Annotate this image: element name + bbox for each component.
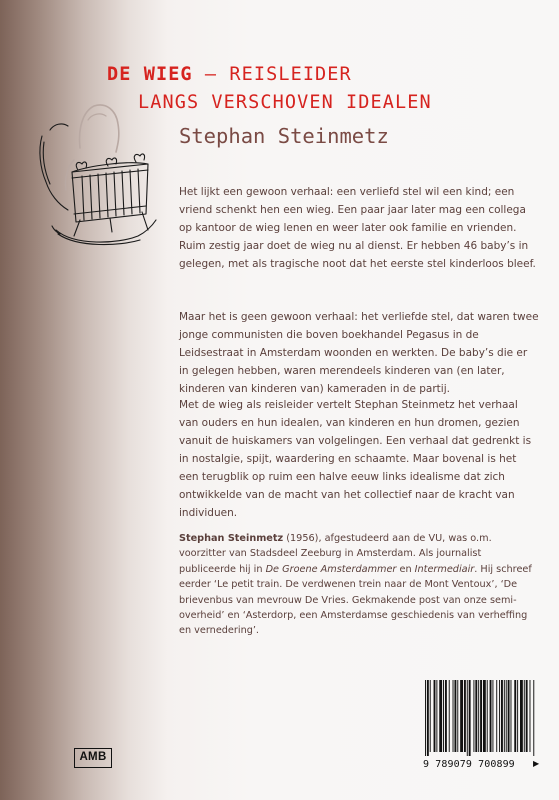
barcode-bars [423,680,537,758]
barcode-bar [478,680,479,752]
barcode-bar [460,680,463,752]
barcode-bar [506,680,507,752]
book-title-rest: – REISLEIDER [192,64,352,85]
barcode-bar [520,680,523,752]
barcode-bar [443,680,444,752]
barcode-bar [501,680,503,752]
barcode-bar [492,680,493,752]
barcode-bar [469,680,471,756]
barcode-bar [483,680,486,752]
book-title-main: DE WIEG [107,64,193,85]
barcode-bar [490,680,492,752]
barcode-bar [427,680,429,756]
bio-text-c: . Hij schreef eerder ‘Le petit train. De verdwenen trein naar de Mont Ventoux’, ‘De brievenbus van mevrouw De Vries. Gekmakende post van onze semi-overheid’ en ‘Asterdorp, een Amsterdamse geschiedenis van verheffing en vernedering’. [179,563,532,637]
barcode-bar [511,680,512,752]
barcode-bar [517,680,518,752]
barcode-arrow-icon: ▶ [533,759,540,768]
barcode-bar [499,680,500,752]
publisher-logo: AMB [74,748,112,768]
barcode-bar [453,680,454,752]
author-name: Stephan Steinmetz [179,124,389,148]
barcode-bar [449,680,450,752]
barcode-bar [473,680,474,752]
bio-text-a: (1956), afgestudeerd aan de VU, was o.m. voorzitter van Stadsdeel Zeeburg in Amsterdam. Als journalist publiceerde hij in [179,533,492,575]
barcode-bar [464,680,466,752]
blurb-paragraph-1: Het lijkt een gewoon verhaal: een verliefd stel wil een kind; een vriend schenkt hen een wieg. Een paar jaar later mag een collega op kantoor de wieg lenen en weer later ook familie en vrienden. Ruim zestig jaar doet de wieg nu al dienst. Er hebben 46 baby’s in gelegen, met als tragische noot dat het eerste stel kinderloos bleef. [179,186,536,270]
barcode-bar [457,680,458,752]
barcode-bar [504,680,505,752]
barcode-bar [430,680,431,752]
barcode-bar [445,680,447,752]
barcode-bar [533,680,534,756]
bio-publication-2: Intermediair [414,563,475,575]
barcode-bar [530,680,531,752]
bio-publication-1: De Groene Amsterdammer [265,563,397,575]
barcode-digits: 9 789079 700899 [423,759,515,770]
barcode-bar [524,680,525,752]
book-title-line-1 [107,64,352,85]
barcode-bar [467,680,468,756]
book-title-line-2: LANGS VERSCHOVEN IDEALEN [138,92,432,113]
barcode-bar [439,680,442,752]
barcode-bar [480,680,482,752]
barcode-bar [496,680,497,752]
author-bio [179,531,539,639]
barcode-bar [436,680,437,752]
barcode-bar [514,680,516,752]
bio-text-b: en [396,563,415,575]
cradle-illustration [28,90,168,250]
blurb-paragraph-3: Met de wieg als reisleider vertelt Stephan Steinmetz het verhaal van ouders en hun idealen, van kinderen en hun dromen, gezien vanuit de huiskamers van volgelingen. Een verhaal dat gedrenkt is in nostalgie, spijt, waardering en schaamte. Maar bovenal is het een terugblik op ruim een halve eeuw links idealisme dat zich ontwikkelde van de macht van het collectief naar de kracht van individuen. [179,399,532,519]
barcode-bar [508,680,510,752]
bio-author-name: Stephan Steinmetz [179,533,284,544]
barcode-bar [434,680,436,752]
barcode-bar [526,680,528,752]
isbn-barcode [423,680,543,780]
barcode-bar [487,680,488,752]
barcode-bar [425,680,426,756]
blurb-paragraph-2: Maar het is geen gewoon verhaal: het verliefde stel, dat waren twee jonge communisten die boven boekhandel Pegasus in de Leidsestraat in Amsterdam woonden en werkten. De baby’s die er in gelegen hebben, waren merendeels kinderen van (en later, kinderen van kinderen van) kameraden in de partij. [179,311,539,395]
barcode-bar [454,680,456,752]
barcode-bar [475,680,477,752]
